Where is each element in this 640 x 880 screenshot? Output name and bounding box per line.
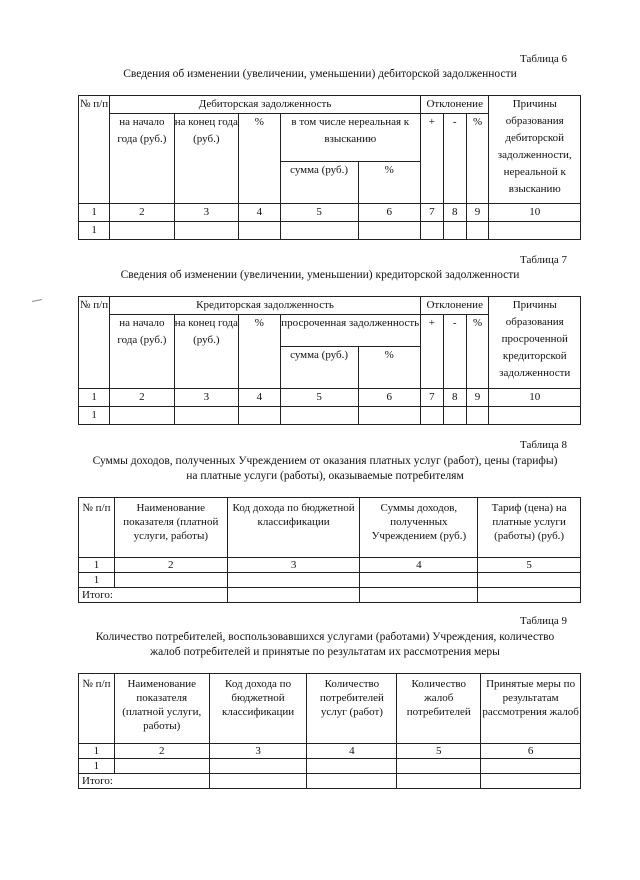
table-row [79, 588, 581, 603]
table6-title: Сведения об изменении (увеличении, уменьшении) дебиторской задолженности [123, 68, 517, 80]
t8-h-name: Наименование показателя (платной услуги, работы) [114, 498, 227, 558]
table9 [78, 673, 581, 789]
t6-h-start: на начало года (руб.) [110, 114, 174, 204]
t7-h-sub: просроченная задолженность [280, 315, 420, 347]
table-cell: 10 [489, 389, 581, 407]
table9-caption: Таблица 9 [520, 615, 568, 627]
table-row [79, 573, 581, 588]
t6-h-subpct: % [358, 162, 420, 204]
table-cell: 4 [239, 389, 281, 407]
table-cell: 5 [397, 744, 481, 759]
table-cell: 2 [110, 389, 174, 407]
table8-title: Суммы доходов, полученных Учреждением от оказания платных услуг (работ), цены (тарифы) на платные услуги (работы), оказываемые потребителям [92, 455, 558, 482]
table-cell: 1 [79, 407, 110, 425]
table-cell: 7 [420, 389, 443, 407]
table-cell: 5 [478, 558, 581, 573]
t8-h-sum: Суммы доходов, полученных Учреждением (руб.) [360, 498, 478, 558]
table-cell: 7 [420, 204, 443, 222]
t6-h-reason: Причины образования дебиторской задолженности, нереальной к взысканию [489, 96, 581, 204]
table8-caption: Таблица 8 [520, 439, 568, 451]
table-cell: 4 [239, 204, 281, 222]
table-cell: 3 [209, 744, 307, 759]
t6-h-group: Дебиторская задолженность [110, 96, 421, 114]
table6-caption: Таблица 6 [520, 53, 568, 65]
t8-h-num: № п/п [79, 498, 115, 558]
t6-h-pct: % [239, 114, 281, 204]
table-cell: 6 [358, 389, 420, 407]
table6 [78, 95, 581, 240]
scan-mark [32, 299, 42, 302]
t6-h-num: № п/п [79, 96, 110, 204]
table-cell: 1 [79, 573, 115, 588]
t7-h-start: на начало года (руб.) [110, 315, 174, 389]
t6-h-plus: + [420, 114, 443, 204]
table-cell: 9 [466, 204, 489, 222]
t9-h-measures: Принятые меры по результатам рассмотрения жалоб [481, 674, 581, 744]
t7-h-group: Кредиторская задолженность [110, 297, 421, 315]
table-cell: 6 [358, 204, 420, 222]
table7-title: Сведения об изменении (увеличении, уменьшении) кредиторской задолженности [120, 269, 520, 281]
table-cell: 8 [443, 389, 466, 407]
t7-h-plus: + [420, 315, 443, 389]
t8-h-code: Код дохода по бюджетной классификации [227, 498, 360, 558]
t8-total: Итого: [79, 588, 228, 603]
t7-h-devpct: % [466, 315, 489, 389]
table7 [78, 296, 581, 425]
t9-h-num: № п/п [79, 674, 115, 744]
table-row [79, 558, 581, 573]
t6-h-sub: в том числе нереальная к взысканию [280, 114, 420, 162]
t8-h-tariff: Тариф (цена) на платные услуги (работы) (руб.) [478, 498, 581, 558]
table-cell: 3 [174, 389, 238, 407]
table-cell: 8 [443, 204, 466, 222]
table-row [79, 222, 581, 240]
t6-h-dev: Отклонение [420, 96, 489, 114]
table9-title: Количество потребителей, воспользовавшихся услугами (работами) Учреждения, количество жалоб потребителей и принятые по результатам их рассмотрения меры [95, 631, 555, 658]
table-cell: 1 [79, 222, 110, 240]
table-cell: 5 [280, 204, 358, 222]
table-cell: 3 [227, 558, 360, 573]
t7-h-reason: Причины образования просроченной кредиторской задолженности [489, 297, 581, 389]
table-row [79, 389, 581, 407]
table-cell: 1 [79, 558, 115, 573]
t6-h-devpct: % [466, 114, 489, 204]
table-cell: 10 [489, 204, 581, 222]
table-cell: 3 [174, 204, 238, 222]
t7-h-minus: - [443, 315, 466, 389]
t7-h-num: № п/п [79, 297, 110, 389]
table-cell: 2 [114, 558, 227, 573]
t9-h-complaints: Количество жалоб потребителей [397, 674, 481, 744]
table-row [79, 744, 581, 759]
t7-h-dev: Отклонение [420, 297, 489, 315]
t6-h-sum: сумма (руб.) [280, 162, 358, 204]
table-row [79, 204, 581, 222]
table-row [79, 774, 581, 789]
table-cell: 6 [481, 744, 581, 759]
table-cell: 4 [360, 558, 478, 573]
t7-h-sum: сумма (руб.) [280, 347, 358, 389]
table-cell: 1 [79, 744, 115, 759]
table-cell: 2 [114, 744, 209, 759]
t7-h-subpct: % [358, 347, 420, 389]
table-cell: 9 [466, 389, 489, 407]
table-cell: 1 [79, 389, 110, 407]
t9-h-code: Код дохода по бюджетной классификации [209, 674, 307, 744]
table-cell: 5 [280, 389, 358, 407]
t9-h-name: Наименование показателя (платной услуги, работы) [114, 674, 209, 744]
t9-total: Итого: [79, 774, 210, 789]
t6-h-end: на конец года (руб.) [174, 114, 238, 204]
t9-h-consumers: Количество потребителей услуг (работ) [307, 674, 397, 744]
table-row [79, 759, 581, 774]
t7-h-end: на конец года (руб.) [174, 315, 238, 389]
t7-h-pct: % [239, 315, 281, 389]
table7-caption: Таблица 7 [520, 254, 568, 266]
table-cell: 4 [307, 744, 397, 759]
table-cell: 1 [79, 204, 110, 222]
table-cell: 1 [79, 759, 115, 774]
table8 [78, 497, 581, 603]
table-row [79, 407, 581, 425]
table-cell: 2 [110, 204, 174, 222]
t6-h-minus: - [443, 114, 466, 204]
